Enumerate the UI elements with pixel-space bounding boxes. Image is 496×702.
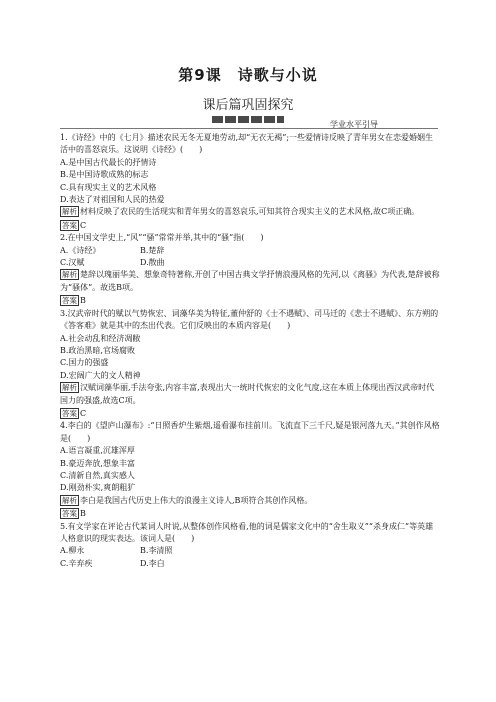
option-c: C.汉赋 <box>60 258 85 268</box>
option-b: B.政治黑暗,官场腐败 <box>60 345 135 355</box>
answer-tag: 答案 <box>62 408 77 418</box>
option-c: C.具有现实主义的艺术风格 <box>60 182 157 192</box>
option-c: C.国力的强盛 <box>60 358 109 368</box>
analysis <box>60 206 440 218</box>
answer-value: C <box>80 408 87 418</box>
option-b: B.豪迈奔放,想象丰富 <box>60 458 135 468</box>
analysis-tag: 解析 <box>62 383 77 393</box>
option-row <box>60 245 440 257</box>
answer-value: B <box>80 509 86 519</box>
question-stem: 1.《诗经》中的《七月》描述农民无冬无夏地劳动,却“无衣无褐”;一些爱情诗反映了青年男女在恋爱婚姻生活中的喜怒哀乐。这说明《诗经》( ) <box>60 133 434 155</box>
option-a: A.语言凝重,沉雄浑厚 <box>60 446 135 456</box>
answer <box>60 220 440 232</box>
option-d: D.表达了对祖国和人民的热爱 <box>60 195 165 205</box>
question-4 <box>60 420 440 520</box>
question-stem: 4.李白的《望庐山瀑布》:“日照香炉生紫烟,遥看瀑布挂前川。飞流直下三千尺,疑是银河落九天。”其创作风格是( ) <box>60 421 440 443</box>
option-a: A.是中国古代最长的抒情诗 <box>60 157 157 167</box>
decorative-bar <box>212 116 284 123</box>
header-divider <box>60 128 438 129</box>
answer <box>60 508 440 520</box>
answer-tag: 答案 <box>62 296 77 306</box>
option-b: B.是中国诗歌成熟的标志 <box>60 170 149 180</box>
answer-tag: 答案 <box>62 220 77 230</box>
question-stem: 2.在中国文学史上,“风”“骚”常常并举,其中的“骚”指( ) <box>60 233 264 243</box>
option-a: A.柳永 <box>60 546 85 556</box>
analysis-text: 楚辞以瑰丽华美、想象奇特著称,开创了中国古典文学抒情浪漫风格的先河,以《离骚》为代表,楚辞被称为“骚体”。故选B项。 <box>60 270 440 292</box>
question-3 <box>60 308 440 421</box>
option-d: D.宏阔广大的文人精神 <box>60 370 141 380</box>
page-title: 第9课 诗歌与小说 <box>178 66 318 84</box>
analysis-text: 材料反映了农民的生活现实和青年男女的喜怒哀乐,可知其符合现实主义的艺术风格,故C项正确。 <box>80 207 420 217</box>
analysis-text: 汉赋词藻华丽,手法夸张,内容丰富,表现出大一统时代恢宏的文化气度,这在本质上体现出西汉武帝时代国力的强盛,故选C项。 <box>60 383 435 405</box>
option-row <box>60 545 440 557</box>
analysis <box>60 269 440 294</box>
option-row <box>60 558 440 570</box>
answer <box>60 295 440 307</box>
option-c: C.辛弃疾 <box>60 558 93 568</box>
answer-value: C <box>80 220 87 230</box>
option-c: C.清新自然,真实感人 <box>60 470 135 480</box>
analysis-tag: 解析 <box>62 270 77 280</box>
analysis <box>60 495 440 507</box>
section-label: 学业水平引导 <box>330 120 378 129</box>
page-subtitle: 课后篇巩固探究 <box>202 98 294 113</box>
question-1 <box>60 132 440 232</box>
option-b: B.楚辞 <box>140 245 165 255</box>
option-b: B.李清照 <box>140 546 173 556</box>
analysis-tag: 解析 <box>62 207 77 217</box>
question-stem: 5.有文学家在评论古代某词人时说,从整体创作风格看,他的词是儒家文化中的“舍生取义”“杀身成仁”等英雄人格意识的现实表达。该词人是( ) <box>60 521 434 543</box>
question-2 <box>60 232 440 307</box>
analysis <box>60 382 440 407</box>
answer-tag: 答案 <box>62 509 77 519</box>
option-row <box>60 257 440 269</box>
question-stem: 3.汉武帝时代的赋以气势恢宏、词藻华美为特征,董仲舒的《士不遇赋》、司马迁的《悲士不遇赋》、东方朔的《答客难》就是其中的杰出代表。它们反映出的本质内容是( ) <box>60 308 439 331</box>
analysis-tag: 解析 <box>62 495 77 505</box>
option-d: D.散曲 <box>140 258 165 268</box>
analysis-text: 李白是我国古代历史上伟大的浪漫主义诗人,B项符合其创作风格。 <box>80 495 313 505</box>
option-a: A.社会动乱和经济凋敝 <box>60 333 141 343</box>
answer <box>60 408 440 420</box>
option-d: D.李白 <box>140 558 165 568</box>
option-a: A.《诗经》 <box>60 245 101 255</box>
answer-value: B <box>80 296 86 306</box>
question-list <box>60 132 440 570</box>
question-5 <box>60 521 440 571</box>
option-d: D.刚劲朴实,爽朗粗犷 <box>60 483 136 493</box>
